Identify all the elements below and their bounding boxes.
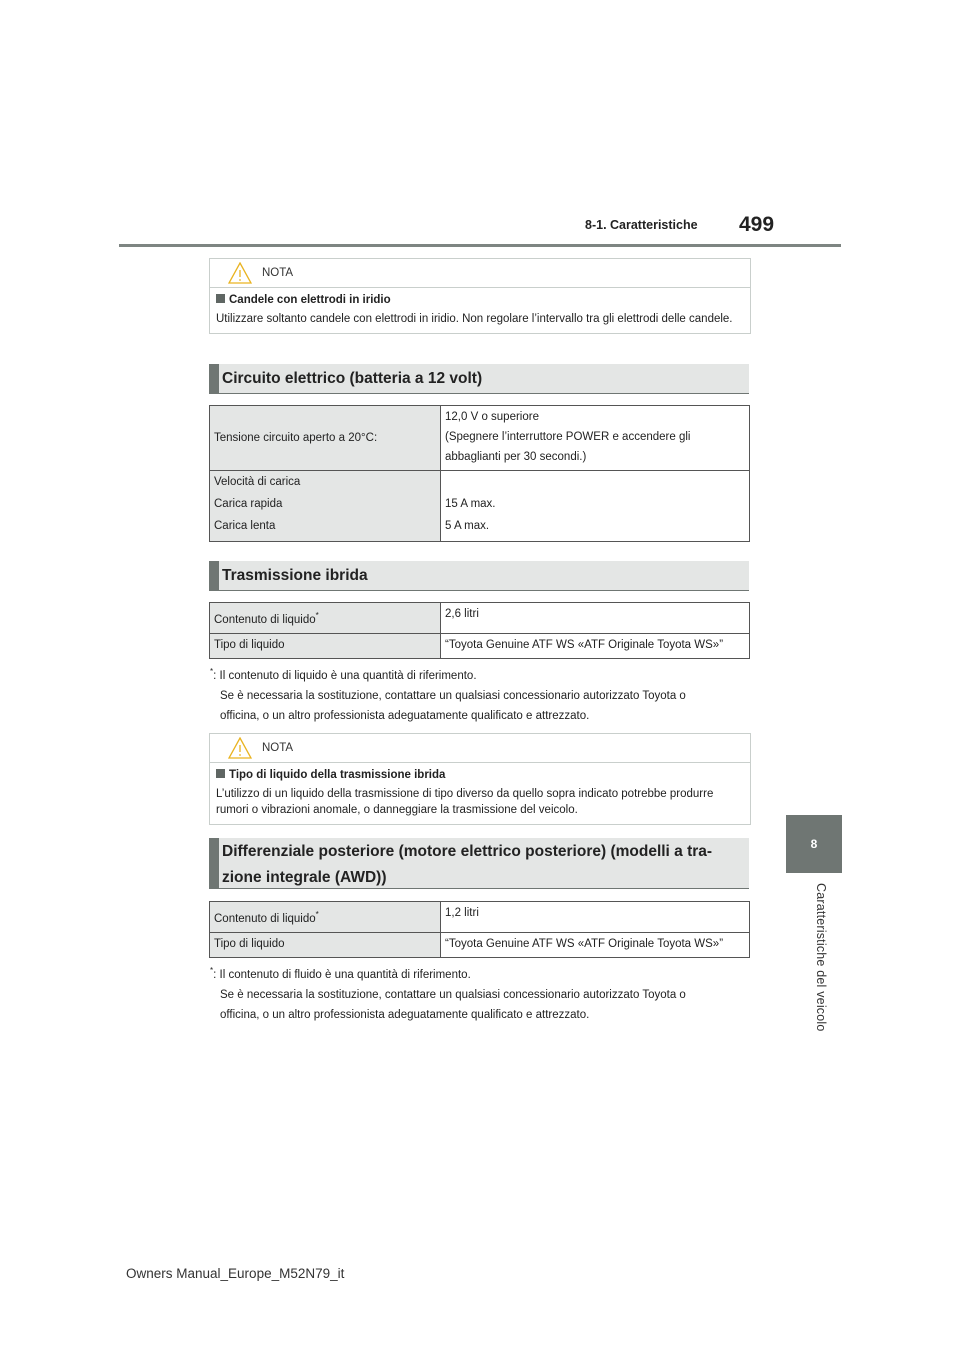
table-cell-label: Contenuto di liquido* — [210, 902, 441, 933]
table-cell-value: 2,6 litri — [441, 603, 750, 634]
chapter-title: Caratteristiche del veicolo — [814, 883, 828, 1032]
page-number: 499 — [739, 213, 775, 236]
table-cell-value: “Toyota Genuine ATF WS «ATF Originale Toyota WS»” — [441, 932, 750, 957]
hybrid-spec-table — [209, 602, 750, 659]
note-box-transmission-fluid — [209, 733, 751, 825]
header-divider — [119, 244, 841, 247]
chapter-tab — [786, 815, 842, 873]
table-row — [210, 471, 750, 542]
note-label: NOTA — [262, 267, 294, 279]
table-cell-value: 15 A max. 5 A max. — [441, 471, 750, 542]
note-header — [210, 734, 750, 763]
note-text: L’utilizzo di un liquido della trasmissione di tipo diverso da quello sopra indicato potrebbe produrre rumori o vibrazioni anomale, o danneggiare la trasmissione del veicolo. — [216, 788, 714, 816]
table-row — [210, 932, 750, 957]
warning-icon — [228, 262, 252, 284]
note-title: Tipo di liquido della trasmissione ibrida — [216, 767, 744, 783]
table-cell-label: Tensione circuito aperto a 20°C: — [210, 406, 441, 471]
square-bullet-icon — [216, 769, 225, 778]
table-cell-label: Contenuto di liquido* — [210, 603, 441, 634]
table-cell-label: Velocità di carica Carica rapida Carica lenta — [210, 471, 441, 542]
table-cell-label: Tipo di liquido — [210, 633, 441, 658]
note-text: Utilizzare soltanto candele con elettrodi in iridio. Non regolare l’intervallo tra gli elettrodi delle candele. — [216, 313, 733, 325]
table-row — [210, 603, 750, 634]
table-cell-label: Tipo di liquido — [210, 932, 441, 957]
document-id: Owners Manual_Europe_M52N79_it — [126, 1266, 345, 1281]
table-row — [210, 902, 750, 933]
chapter-number: 8 — [810, 837, 818, 851]
section-title-differential: Differenziale posteriore (motore elettrico posteriore) (modelli a tra- zione integrale (AWD)) — [209, 838, 749, 889]
square-bullet-icon — [216, 294, 225, 303]
section-title-electric: Circuito elettrico (batteria a 12 volt) — [209, 364, 749, 394]
table-cell-value: “Toyota Genuine ATF WS «ATF Originale Toyota WS»” — [441, 633, 750, 658]
warning-icon — [228, 737, 252, 759]
note-title: Candele con elettrodi in iridio — [216, 292, 744, 308]
table-row — [210, 406, 750, 471]
footnote-differential: *: Il contenuto di fluido è una quantità di riferimento. Se è necessaria la sostituzione, contattare un qualsiasi concessionario autorizzato Toyota o officina, o un altro professionista adeguatamente qualificato e attrezzato. — [210, 966, 686, 1021]
section-title-hybrid: Trasmissione ibrida — [209, 561, 749, 591]
electric-spec-table — [209, 405, 750, 542]
differential-spec-table — [209, 901, 750, 958]
table-row — [210, 633, 750, 658]
footnote-hybrid: *: Il contenuto di liquido è una quantità di riferimento. Se è necessaria la sostituzione, contattare un qualsiasi concessionario autorizzato Toyota o officina, o un altro professionista adeguatamente qualificato e attrezzato. — [210, 667, 686, 722]
note-label: NOTA — [262, 742, 294, 754]
table-cell-value: 1,2 litri — [441, 902, 750, 933]
section-heading: 8-1. Caratteristiche — [585, 218, 698, 232]
table-cell-value: 12,0 V o superiore (Spegnere l’interruttore POWER e accendere gli abbaglianti per 30 secondi.) — [441, 406, 750, 471]
note-header — [210, 259, 750, 288]
note-box-spark-plugs — [209, 258, 751, 334]
